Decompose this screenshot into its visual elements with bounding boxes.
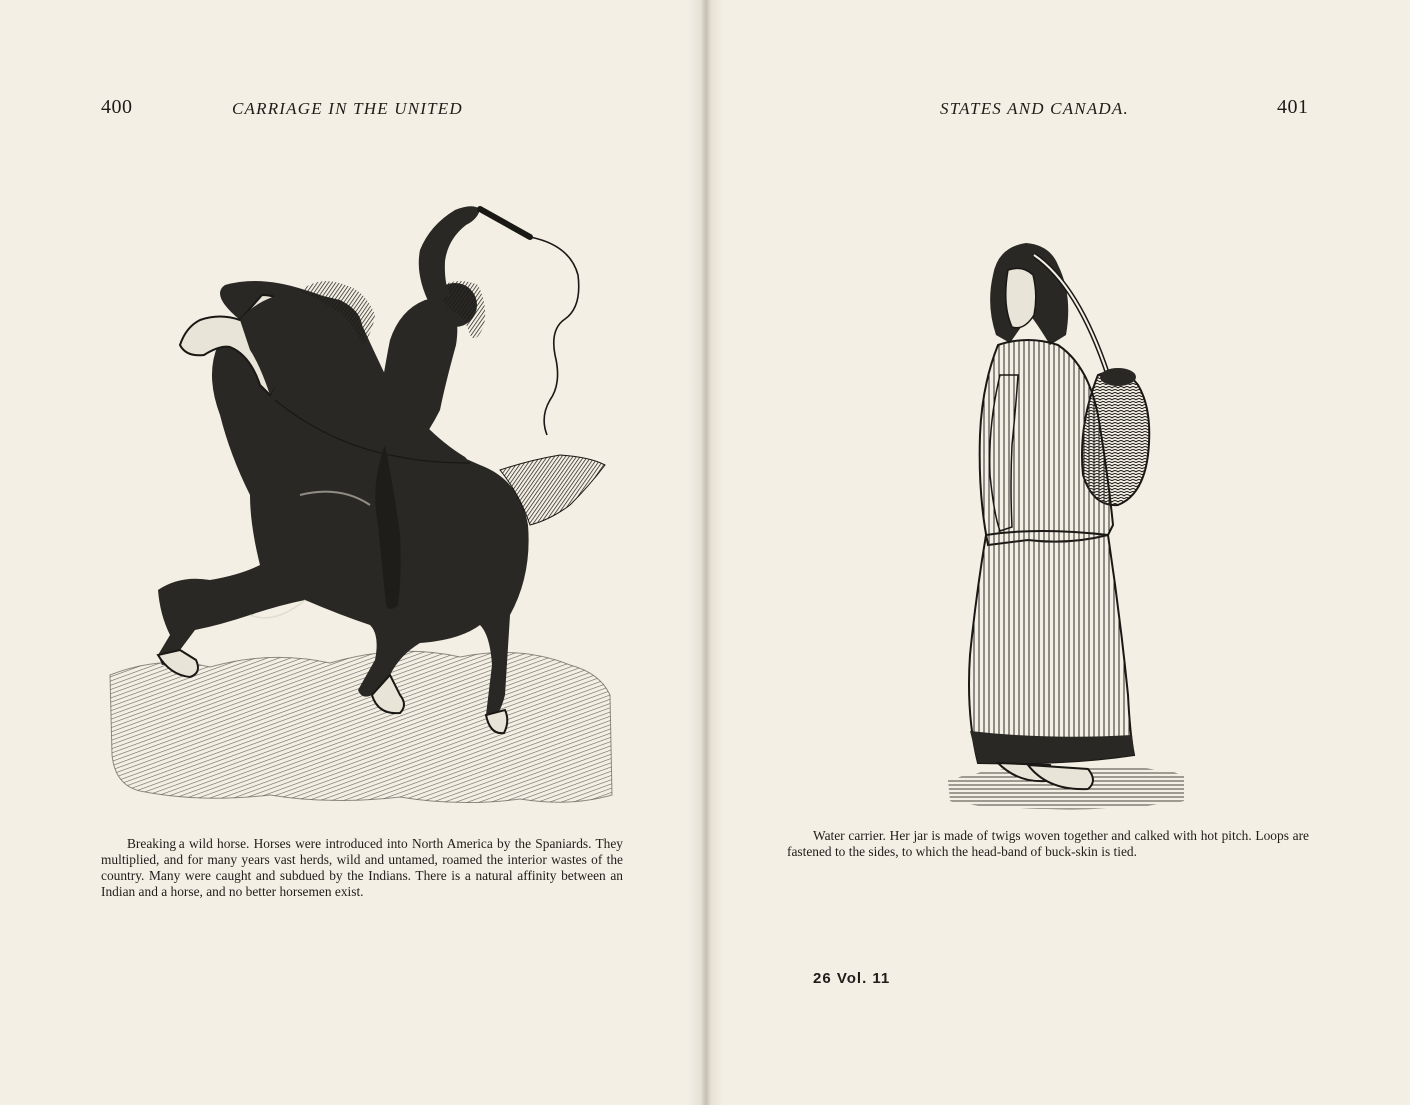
left-folio: 400: [101, 96, 133, 118]
left-caption-text: Breaking a wild horse. Horses were introduced into North America by the Spaniards. They multiplied, and for many years vast herds, wild and untamed, roamed the interior wastes of the country. Many were caught and subdued by the Indians. There is a natural affinity between an Indian and a horse, and no better horsemen exist.: [101, 836, 623, 899]
right-running-head: STATES AND CANADA.: [940, 99, 1129, 118]
water-carrier-engraving: [938, 235, 1218, 815]
left-caption: [101, 836, 623, 900]
right-caption-text: Water carrier. Her jar is made of twigs woven together and calked with hot pitch. Loops are fastened to the sides, to which the head-band of buck-skin is tied.: [787, 828, 1309, 859]
right-folio: 401: [1277, 96, 1309, 118]
horse-and-rider-engraving: [100, 195, 620, 815]
right-caption: [787, 828, 1309, 860]
left-running-head: CARRIAGE IN THE UNITED: [232, 99, 463, 118]
book-gutter: [688, 0, 724, 1105]
right-page: [706, 0, 1410, 1105]
signature-mark: 26 Vol. 11: [813, 970, 891, 987]
